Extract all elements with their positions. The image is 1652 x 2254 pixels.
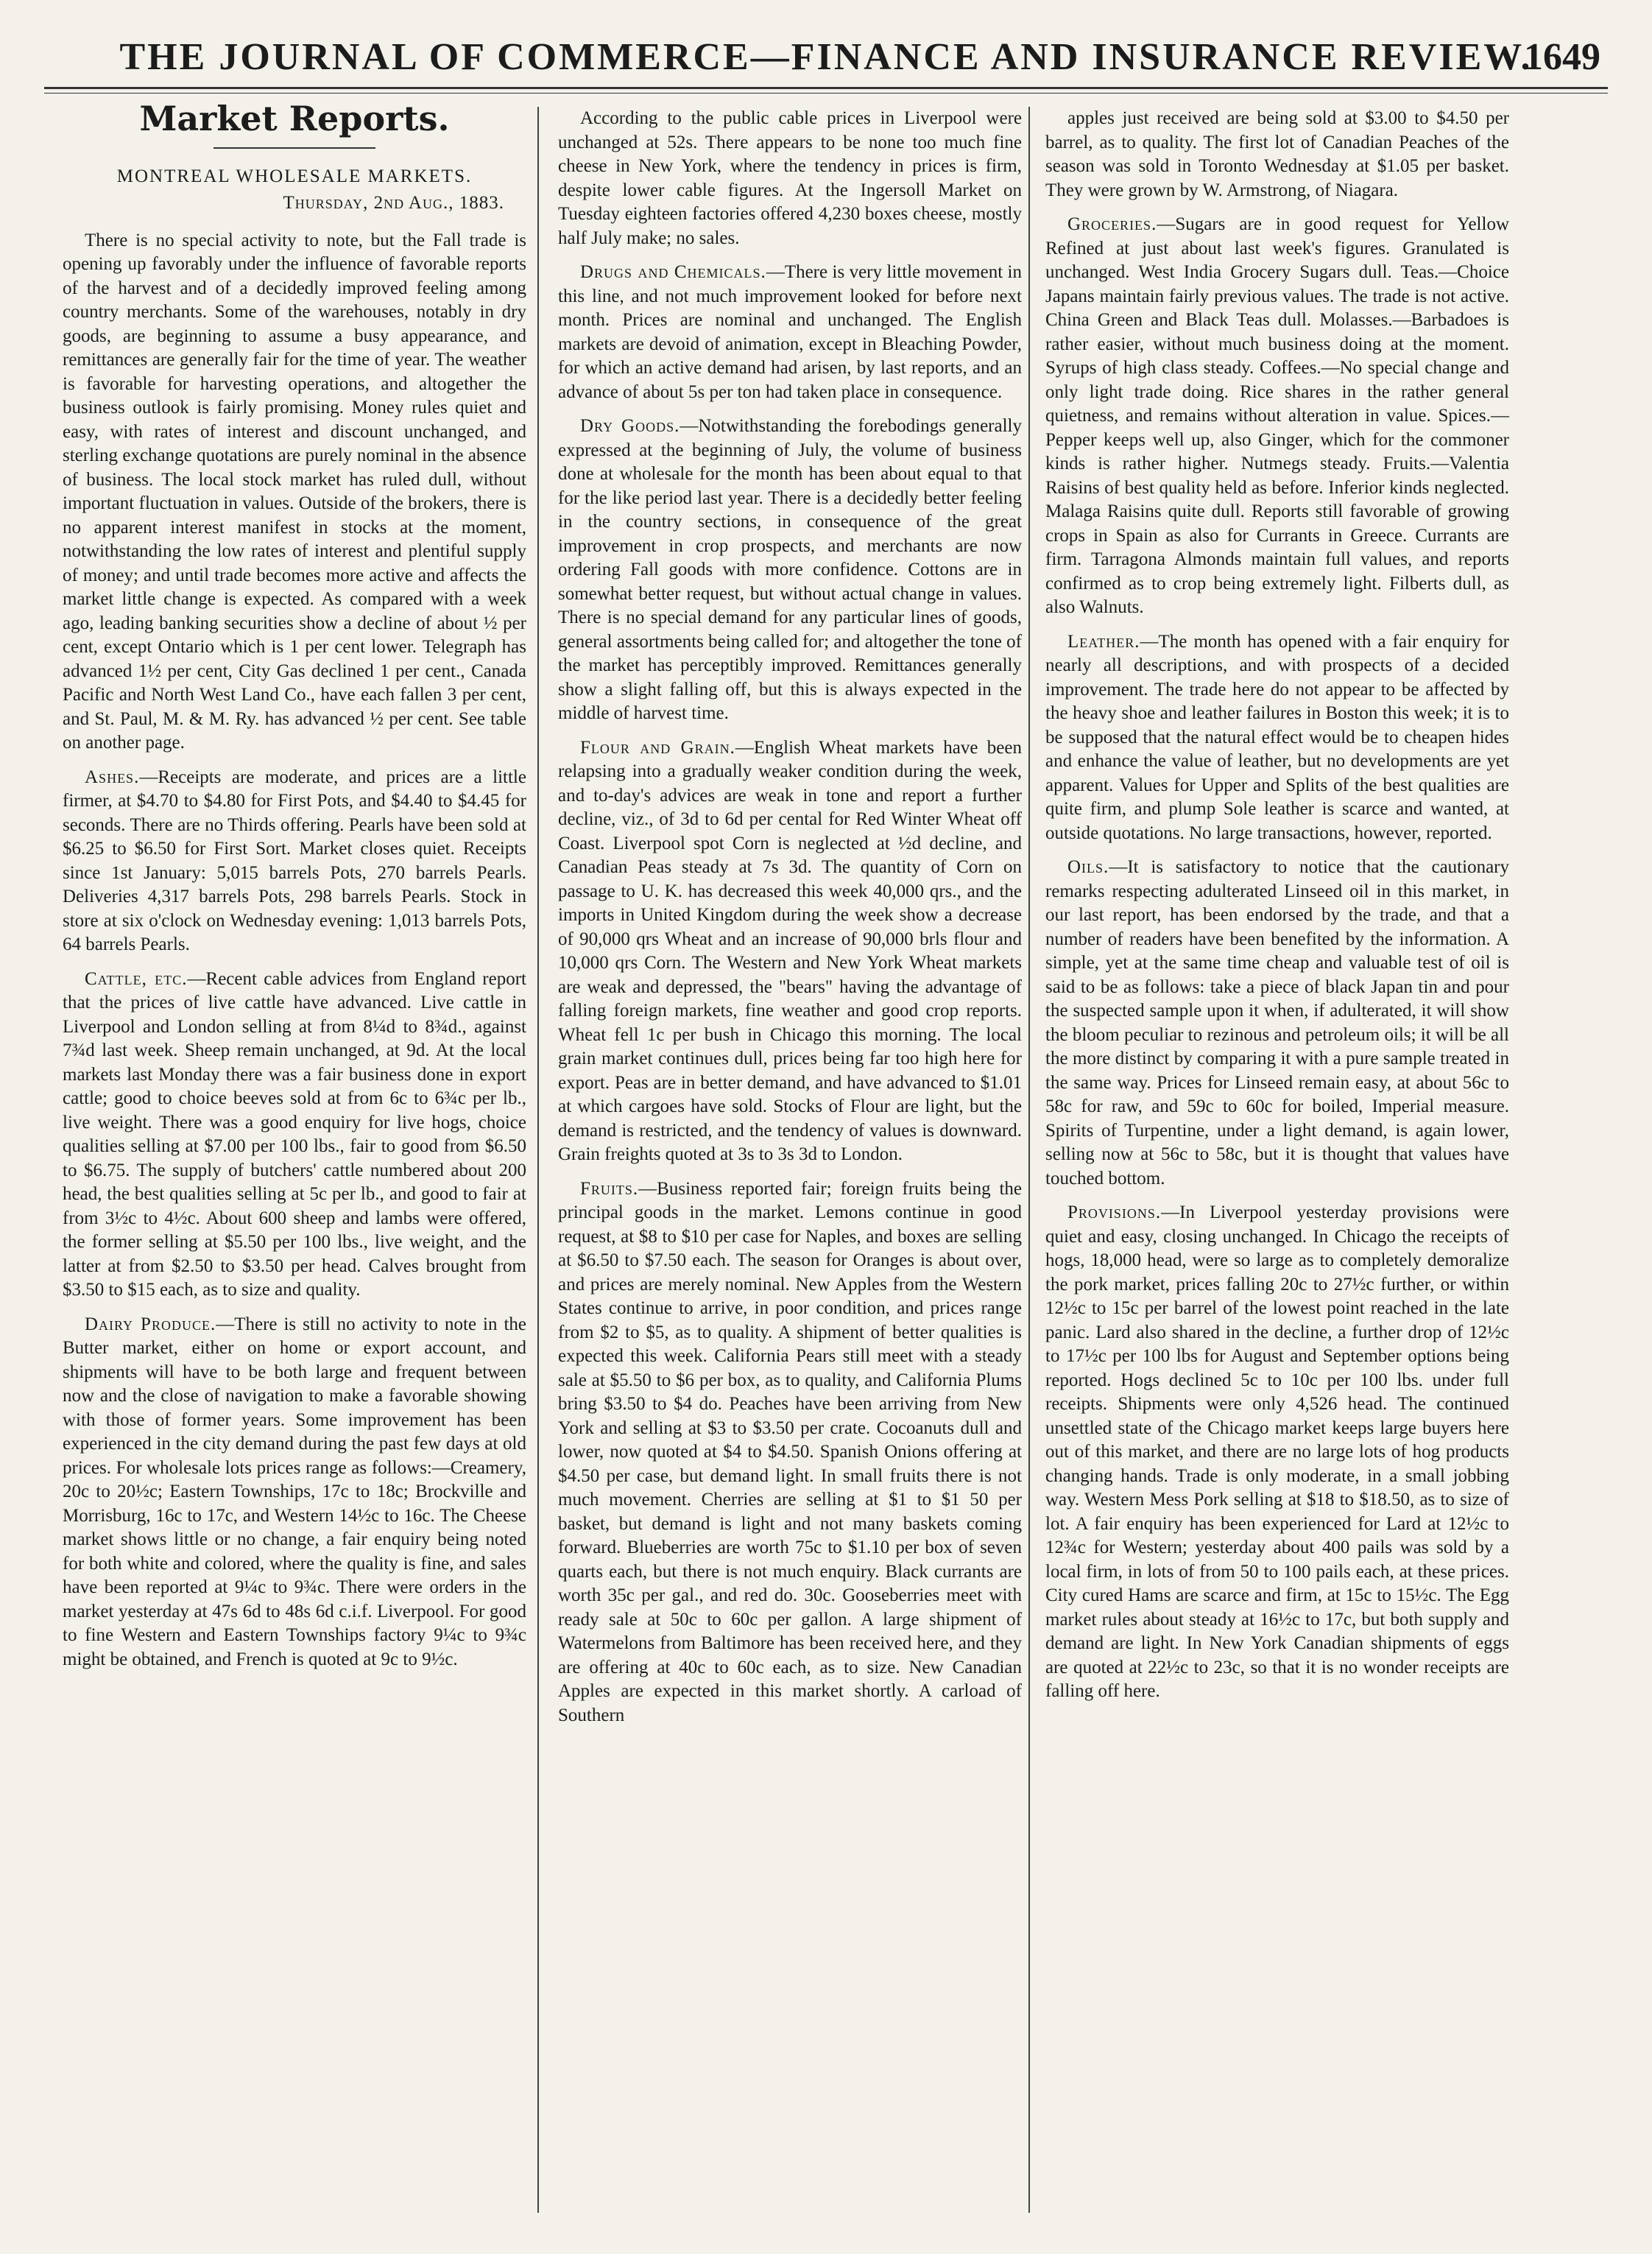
paragraph-text: —Sugars are in good request for Yellow Refined at just about last week's figures. Granulated is unchanged. West India Grocery Sugars dull. Teas.—Choice Japans maintain fairly previous values. The trade is not active. China Green and Black Teas dull. Molasses.—Barbadoes is rather easier, without much business doing at the moment. Syrups of high class steady. Coffees.—No special change and only light trade doing. Rice shares in the rather general quietness, and remains without alteration in value. Spices.—Pepper keeps well up, also Ginger, which for the commoner kinds is rather higher. Nutmegs steady. Fruits.—Valentia Raisins of best quality held as before. Inferior kinds neglected. Malaga Raisins quite dull. Reports still favorable of growing crops in Spain as also for Currants in Greece. Currants are firm. Tarragona Almonds maintain full values, and reports confirmed as to crop being extremely light. Filberts dull, as also Walnuts. — [1045, 214, 1509, 617]
paragraph-heading: Provisions. — [1067, 1202, 1162, 1222]
column-1 — [63, 99, 526, 1682]
paragraph-text: apples just received are being sold at $3.00 to $4.50 per barrel, as to quality. The first lot of Canadian Peaches of the season was sold in Toronto Wednesday at $1.05 per basket. They were grown by W. Armstrong, of Niagara. — [1045, 108, 1509, 200]
paragraph-heading: Fruits. — [580, 1178, 639, 1199]
paragraph-text: —Recent cable advices from England report that the prices of live cattle have advanced. Live cattle in Liverpool and London selling at from 8¼d to 8¾d., against 7¾d last week. Sheep remain unchanged, at 9d. At the local markets last Monday there was a fair business done in export cattle; good to choice beeves sold at from 6c to 6¾c per lb., live weight. There was a good enquiry for live hogs, choice qualities selling at $7.00 per 100 lbs., fair to good from $6.50 to $6.75. The supply of butchers' cattle numbered about 200 head, the best qualities selling at 5c per lb., and good to fair at from 3½c to 4½c. About 600 sheep and lambs were offered, the former selling at $5.50 per 100 lbs., live weight, and the latter at from $2.50 to $3.50 per head. Calves brought from $3.50 to $15 each, as to size and quality. — [63, 968, 526, 1300]
market-heading: MONTREAL WHOLESALE MARKETS. — [116, 166, 473, 186]
column-divider — [1028, 107, 1030, 2213]
column-2-body — [558, 107, 1022, 1728]
paragraph-text: —English Wheat markets have been relapsing into a gradually weaker condition during the week, and to-day's advices are weak in tone and report a further decline, viz., of 3d to 6d per cental for Red Winter Wheat off Coast. Liverpool spot Corn is neglected at ½d decline, and Canadian Peas steady at 7s 3d. The quantity of Corn on passage to U. K. has decreased this week 40,000 qrs., and the imports in United Kingdom during the week show a decrease of 90,000 qrs Wheat and an increase of 90,000 brls flour and 10,000 qrs Corn. The Western and New York Wheat markets are weak and depressed, the "bears" having the advantage of falling foreign markets, fine weather and good crop reports. Wheat fell 1c per bush in Chicago this morning. The local grain market continues dull, prices being far too high here for export. Peas are in better demand, and have advanced to $1.01 at which cargoes have sold. Stocks of Flour are light, but the demand is restricted, and the tendency of values is downward. Grain freights quoted at 3s to 3s 3d to London. — [558, 737, 1022, 1164]
paragraph-heading: Flour and Grain. — [580, 737, 735, 758]
paragraph-text: —In Liverpool yesterday provisions were quiet and easy, closing unchanged. In Chicago the receipts of hogs, 18,000 head, were so large as to completely demoralize the pork market, prices falling 20c to 27½c further, or within 12½c to 15c per barrel of the lowest point reached in the late panic. Lard also shared in the decline, a further drop of 12½c to 17½c per 100 lbs for August and September options being reported. Hogs declined 5c to 10c per 100 lbs. under full receipts. Shipments were only 4,526 head. The continued unsettled state of the Chicago market keeps large buyers here out of this market, and there are no large lots of hog products changing hands. Trade is only moderate, in a small jobbing way. Western Mess Pork selling at $18 to $18.50, as to size of lot. A fair enquiry has been experienced for Lard at 12½c to 12¾c for Western; yesterday about 400 pails was sold by a local firm, in lots of from 50 to 100 pails each, at these prices. City cured Hams are scarce and firm, at 15c to 15½c. The Egg market rules about steady at 16½c to 17c, but both supply and demand are light. In New York Canadian shipments of eggs are quoted at 22½c to 23c, so that it is no wonder receipts are falling off here. — [1045, 1202, 1509, 1701]
article-paragraph — [558, 1177, 1022, 1728]
article-paragraph — [558, 261, 1022, 404]
paragraph-text: —Notwithstanding the forebodings generally expressed at the beginning of July, the volume of business done at wholesale for the month has been about equal to that for the like period last year. There is a decidedly better feeling in the country sections, in consequence of the great improvement in crop prospects, and merchants are now ordering Fall goods with more confidence. Cottons are in somewhat better request, but without actual change in values. There is no special demand for any particular lines of goods, general assortments being called for; and altogether the tone of the market has perceptibly improved. Remittances generally show a slight falling off, but this is always expected in the middle of harvest time. — [558, 416, 1022, 723]
article-paragraph — [63, 968, 526, 1303]
paragraph-heading: Oils. — [1067, 857, 1109, 877]
article-paragraph — [1045, 856, 1509, 1191]
column-1-body — [63, 229, 526, 1672]
journal-title: THE JOURNAL OF COMMERCE—FINANCE AND INSURANCE REVIEW. — [119, 36, 1533, 78]
paragraph-text: There is no special activity to note, but the Fall trade is opening up favorably under the influence of favorable reports of the harvest and of a decidedly improved feeling among country merchants. Some of the warehouses, notably in dry goods, are beginning to assume a busy appearance, and remittances are generally fair for the time of year. The weather is favorable for harvesting operations, and altogether the business outlook is fairly promising. Money rules quiet and easy, with rates of interest and discount unchanged, and sterling exchange quotations are purely nominal in the absence of business. The local stock market has ruled dull, without important fluctuation in values. Outside of the brokers, there is no apparent interest manifest in stocks at the moment, notwithstanding the low rates of interest and plentiful supply of money; and until trade becomes more active and affects the market little change is expected. As compared with a week ago, leading banking securities show a decline of about ½ per cent, except Ontario which is 1 per cent lower. Telegraph has advanced 1½ per cent, City Gas declined 1 per cent., Canada Pacific and North West Land Co., have each fallen 3 per cent, and St. Paul, M. & M. Ry. has advanced ½ per cent. See table on another page. — [63, 230, 526, 753]
title-rule — [213, 147, 375, 149]
article-paragraph — [558, 107, 1022, 250]
paragraph-heading: Ashes. — [85, 767, 140, 787]
column-2 — [558, 107, 1022, 1738]
paragraph-heading: Drugs and Chemicals. — [580, 262, 766, 282]
paragraph-heading: Cattle, etc. — [85, 968, 188, 989]
paragraph-text: —The month has opened with a fair enquiry for nearly all descriptions, and with prospects of a decided improvement. The trade here do not appear to be affected by the heavy shoe and leather failures in Boston this week; it is to be supposed that the natural effect would be to cheapen hides and enhance the value of leather, but no developments are yet apparent. Values for Upper and Splits of the best qualities are quite firm, and plump Sole leather is scarce and wanted, at outside quotations. No large transactions, however, reported. — [1045, 631, 1509, 843]
header-rule — [44, 87, 1608, 89]
article-paragraph — [1045, 213, 1509, 620]
article-paragraph — [1045, 107, 1509, 202]
paragraph-text: —There is very little movement in this line, and not much improvement looked for before next month. Prices are nominal and unchanged. The English markets are devoid of animation, except in Bleaching Powder, for which an active demand had arisen, by last reports, and an advance of about 5s per ton had taken place in consequence. — [558, 262, 1023, 402]
paragraph-text: According to the public cable prices in Liverpool were unchanged at 52s. There appears to be none too much fine cheese in New York, where the tendency in prices is firm, despite lower cable figures. At the Ingersoll Market on Tuesday eighteen factories offered 4,230 boxes cheese, mostly half July make; no sales. — [558, 108, 1022, 248]
paragraph-heading: Dry Goods. — [580, 416, 680, 436]
article-paragraph — [558, 415, 1022, 726]
section-title: Market Reports. — [139, 99, 450, 138]
article-paragraph — [1045, 630, 1509, 846]
paragraph-heading: Groceries. — [1067, 214, 1157, 234]
header-rule-thin — [44, 93, 1608, 94]
paragraph-heading: Leather. — [1067, 631, 1140, 652]
article-paragraph — [63, 766, 526, 957]
page-number: 1649 — [1524, 36, 1600, 78]
article-paragraph — [558, 736, 1022, 1167]
article-paragraph — [1045, 1201, 1509, 1704]
paragraph-text: —There is still no activity to note in the Butter market, either on home or export account, and shipments will have to be both large and frequent between now and the close of navigation to make a favorable showing with those of former years. Some improvement has been experienced in the city demand during the past few days at old prices. For wholesale lots prices range as follows:—Creamery, 20c to 20½c; Eastern Townships, 17c to 18c; Brockville and Morrisburg, 16c to 17c, and Western 14½c to 16c. The Cheese market shows little or no change, a fair enquiry being noted for both white and colored, where the quality is fine, and sales have been reported at 9¼c to 9¾c. There were orders in the market yesterday at 47s 6d to 48s 6d c.i.f. Liverpool. For good to fine Western and Eastern Townships factory 9¼c to 9¾c might be obtained, and French is quoted at 9c to 9½c. — [63, 1314, 526, 1669]
paragraph-text: —Business reported fair; foreign fruits being the principal goods in the market. Lemons continue in good request, at $8 to $10 per case for Naples, and boxes are selling at $6.50 to $7.50 each. The season for Oranges is about over, and prices are merely nominal. New Apples from the Western States continue to arrive, in poor condition, and prices range from $2 to $5, as to quality. A shipment of better qualities is expected this week. California Pears still meet with a steady sale at $5.50 to $6 per box, as to quality, and California Plums bring $3.50 to $4 do. Peaches have been arriving from New York and selling at $3 to $3.50 per crate. Cocoanuts dull and lower, now quoted at $4 to $4.50. Spanish Onions offering at $4.50 per case, but demand light. In small fruits there is not much movement. Cherries are selling at $1 to $1 50 per basket, but demand is light and not many baskets coming forward. Blueberries are worth 75c to $1.10 per box of seven quarts each, but there is not much enquiry. Black currants are worth 35c per gal., and red do. 30c. Gooseberries meet with ready sale at 50c to 60c per gallon. A large shipment of Watermelons from Baltimore has been received here, and they are offering at 40c to 60c each, as to size. New Canadian Apples are expected in this market shortly. A carload of Southern — [558, 1178, 1022, 1725]
report-date: Thursday, 2nd Aug., 1883. — [283, 193, 504, 213]
article-paragraph — [63, 229, 526, 756]
paragraph-text: —It is satisfactory to notice that the cautionary remarks respecting adulterated Linseed oil in this market, in our last report, has been endorsed by the trade, and that a number of readers have been benefited by the information. A simple, yet at the same time cheap and valuable test of oil is said to be as follows: take a piece of black Japan tin and pour the suspected sample upon it when, if adulterated, it will show the bloom peculiar to rezinous and petroleum oils; it will be all the more distinct by comparing it with a pure sample treated in the same way. Prices for Linseed remain easy, at about 56c to 58c for raw, and 59c to 60c for boiled, Imperial measure. Spirits of Turpentine, under a light demand, is again lower, selling now at 56c to 58c, but it is thought that values have touched bottom. — [1045, 857, 1509, 1188]
column-divider — [537, 107, 539, 2213]
paragraph-text: —Receipts are moderate, and prices are a little firmer, at $4.70 to $4.80 for First Pots, and $4.40 to $4.45 for seconds. There are no Thirds offering. Pearls have been sold at $6.25 to $6.50 for First Sort. Market closes quiet. Receipts since 1st January: 5,015 barrels Pots, 270 barrels Pearls. Deliveries 4,317 barrels Pots, 298 barrels Pearls. Stock in store at six o'clock on Wednesday evening: 1,013 barrels Pots, 64 barrels Pearls. — [63, 767, 526, 954]
article-paragraph — [63, 1313, 526, 1672]
paragraph-heading: Dairy Produce. — [85, 1314, 216, 1334]
page-header — [44, 29, 1608, 81]
column-3 — [1045, 107, 1509, 1714]
column-3-body — [1045, 107, 1509, 1704]
